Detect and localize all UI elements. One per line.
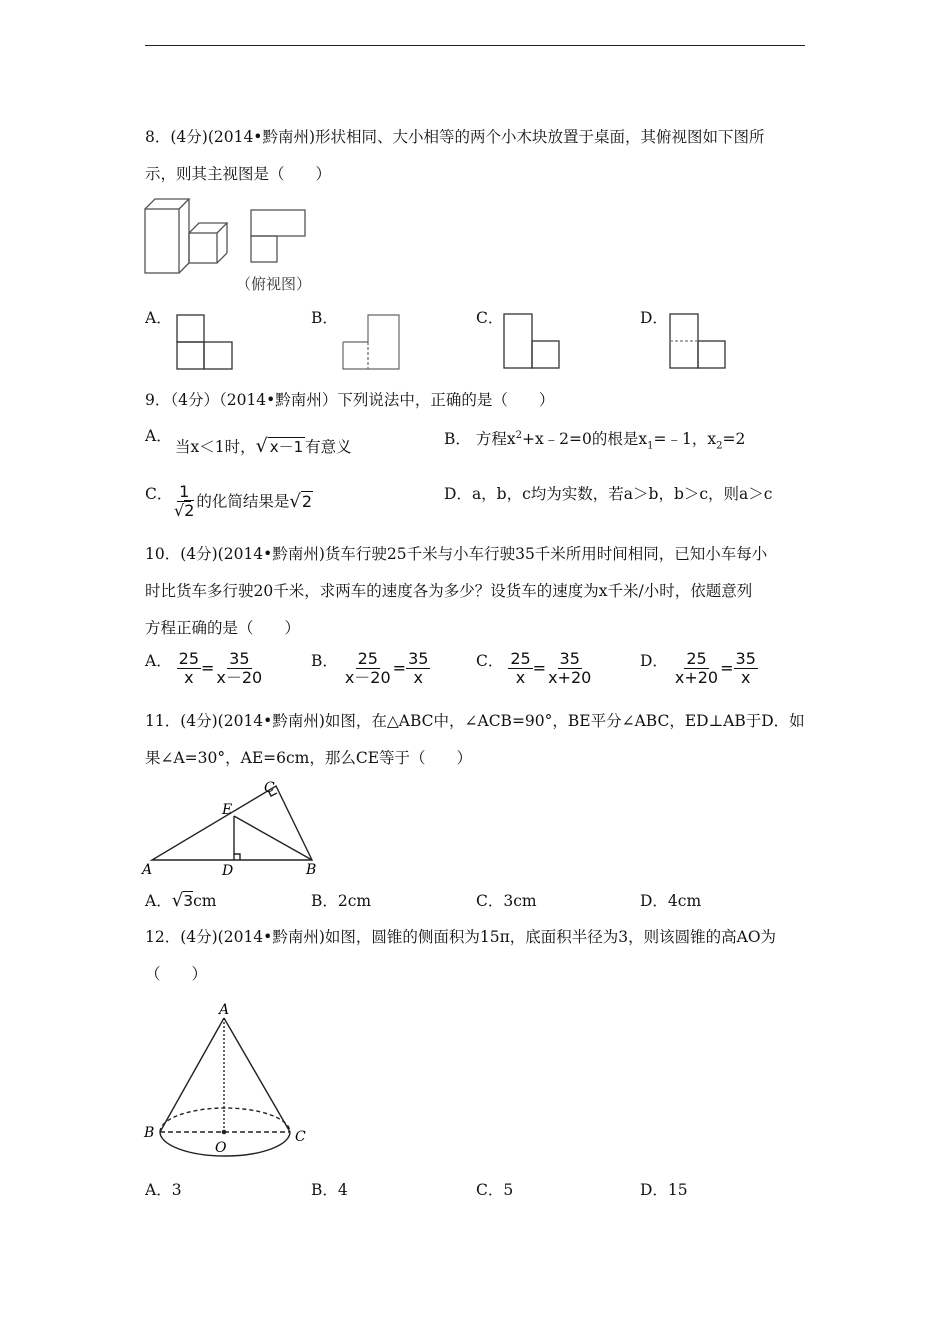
q8-solid-figure (143, 197, 238, 277)
q11-label-c: C (264, 780, 275, 796)
q8-option-d-label[interactable]: D． (640, 309, 668, 327)
q9-option-c-text: $\frac{1}{√2}$ 的化简结果是√2 (174, 482, 313, 520)
q10-option-b[interactable]: B． $\frac{25}{x-20}$ = $\frac{35}{x}$ (311, 649, 429, 687)
q8-option-a-figure (176, 314, 234, 370)
q11-line2: 果∠A=30°，AE=6cm，那么CE等于（ ） (145, 749, 473, 767)
q10-c-frac1: $\frac{25}{x}$ (510, 649, 531, 687)
q8-option-a-label[interactable]: A． (145, 309, 172, 327)
q8-option-b-label[interactable]: B． (311, 309, 338, 327)
q8-line1: 8．(4分)(2014•黔南州)形状相同、大小相等的两个小木块放置于桌面，其俯视图如下图所 (145, 128, 765, 146)
q12-label-c: C (295, 1129, 306, 1145)
q9-option-b[interactable]: B． 方程$x^2+x﹣2=0$的根是$x_1=﹣1$，$x_2=2$ (444, 430, 746, 452)
q9-option-a-label[interactable]: A． (145, 427, 172, 445)
q9-option-d[interactable]: D．a，b，c均为实数，若a＞b，b＞c，则a＞c (444, 485, 773, 503)
q10-d-frac2: $\frac{35}{x}$ (735, 649, 756, 687)
q10-a-frac1: $\frac{25}{x}$ (178, 649, 199, 687)
q12-option-a[interactable]: A．3 (145, 1181, 182, 1199)
q8-top-view (250, 209, 306, 265)
q12-option-c[interactable]: C．5 (476, 1181, 514, 1199)
q12-label-a: A (219, 1002, 230, 1018)
q10-c-frac2: $\frac{35}{x+20}$ (548, 649, 592, 687)
q10-a-frac2: $\frac{35}{x-20}$ (216, 649, 263, 687)
q12-label-o: O (215, 1140, 227, 1156)
q9-option-a-text (175, 435, 352, 458)
q11-line1: 11．(4分)(2014•黔南州)如图，在△ABC中，∠ACB=90°，BE平分∠ABC，ED⊥AB于D．如 (145, 712, 805, 730)
sqrt-sign-icon: √ (174, 501, 185, 520)
q8-caption: （俯视图） (236, 275, 312, 293)
sqrt-sign-icon: √ (171, 890, 184, 911)
q10-option-c[interactable]: C． $\frac{25}{x}$ = $\frac{35}{x+20}$ (476, 649, 592, 687)
q9-a-radical: √ x－1 (255, 435, 304, 457)
q10-option-d[interactable]: D． $\frac{25}{x+20}$ = $\frac{35}{x}$ (640, 649, 756, 687)
q11-option-a[interactable]: A．√3cm (145, 890, 217, 911)
q9-a-text2: 有意义 (305, 438, 352, 456)
q11-option-b[interactable]: B．2cm (311, 892, 372, 910)
q8-option-d-figure (669, 313, 727, 370)
q8-option-c-figure (503, 313, 561, 370)
q11-option-d[interactable]: D．4cm (640, 892, 702, 910)
q10-option-a[interactable]: A． $\frac{25}{x}$ = $\frac{35}{x-20}$ (145, 649, 263, 687)
header-rule (145, 45, 805, 46)
q12-option-b[interactable]: B．4 (311, 1181, 348, 1199)
q9-c-fraction: $\frac{1}{√2}$ (174, 482, 195, 520)
q12-option-d[interactable]: D．15 (640, 1181, 688, 1199)
q11-label-b: B (306, 862, 317, 878)
q11-label-a: A (142, 862, 153, 878)
q12-label-b: B (144, 1125, 155, 1141)
q9-option-b-label: B． (444, 430, 471, 449)
q10-line1: 10．(4分)(2014•黔南州)货车行驶25千米与小车行驶35千米所用时间相同，已知小车每小 (145, 545, 768, 563)
q11-triangle-figure (140, 778, 325, 878)
q11-label-d: D (222, 863, 234, 879)
q10-line3: 方程正确的是（ ） (145, 619, 301, 637)
q11-option-c[interactable]: C．3cm (476, 892, 537, 910)
q9-c-radical: √2 (289, 490, 313, 512)
q9-option-c-label[interactable]: C． (145, 485, 173, 503)
q10-line2: 时比货车多行驶20千米，求两车的速度各为多少？设货车的速度为x千米/小时，依题意列 (145, 582, 753, 600)
q12-cone-figure (140, 1000, 315, 1165)
q9-line1: 9．（4分）（2014•黔南州）下列说法中，正确的是（ ） (145, 391, 555, 409)
q11-label-e: E (222, 802, 233, 818)
sqrt-sign-icon: √ (289, 490, 301, 512)
q9-a-text1: 当x＜1时， (175, 438, 256, 456)
q12-line2: （ ） (145, 965, 208, 983)
q10-d-frac1: $\frac{25}{x+20}$ (674, 649, 719, 687)
q10-b-frac2: $\frac{35}{x}$ (408, 649, 429, 687)
q8-option-b-figure (342, 314, 402, 370)
q8-line2: 示，则其主视图是（ ） (145, 165, 332, 183)
q12-line1: 12．(4分)(2014•黔南州)如图，圆锥的侧面积为15π，底面积半径为3，则该圆锥的高AO为 (145, 928, 777, 946)
sqrt-sign-icon: √ (255, 435, 268, 457)
q8-option-c-label[interactable]: C． (476, 309, 504, 327)
q10-b-frac1: $\frac{25}{x-20}$ (344, 649, 391, 687)
